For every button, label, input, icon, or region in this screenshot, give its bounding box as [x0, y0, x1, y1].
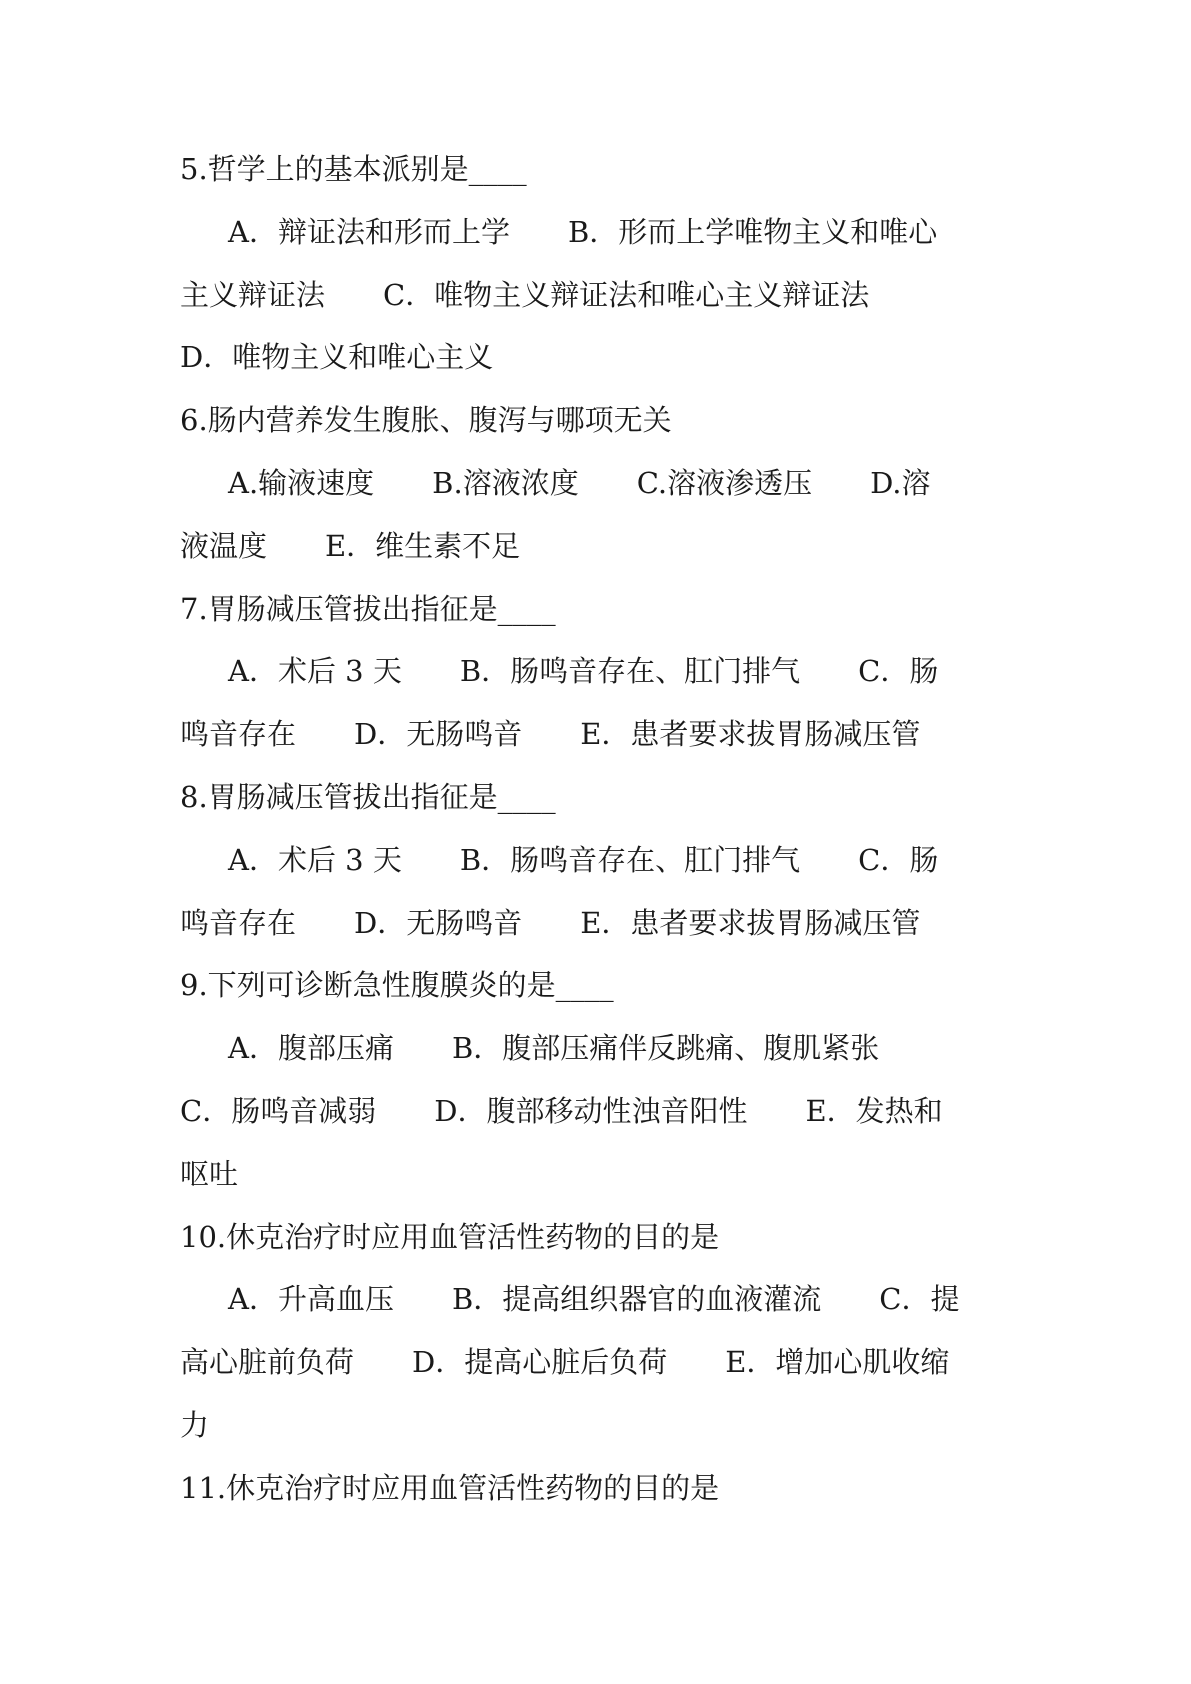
question-10-options-line-1: A．升高血压 B．提高组织器官的血液灌流 C．提 [228, 1282, 960, 1317]
question-8-stem: 8.胃肠减压管拔出指征是____ [180, 779, 556, 814]
question-9-stem: 9.下列可诊断急性腹膜炎的是____ [180, 968, 614, 1003]
question-8-options-line-2: 鸣音存在 D．无肠鸣音 E．患者要求拔胃肠减压管 [180, 905, 921, 940]
question-7-options-line-2: 鸣音存在 D．无肠鸣音 E．患者要求拔胃肠减压管 [180, 717, 921, 752]
question-11-stem: 11.休克治疗时应用血管活性药物的目的是 [180, 1470, 720, 1505]
question-10-options-line-2: 高心脏前负荷 D．提高心脏后负荷 E．增加心肌收缩 [180, 1345, 950, 1380]
question-10-options-line-3: 力 [180, 1407, 210, 1442]
question-5-options-line-2: 主义辩证法 C．唯物主义辩证法和唯心主义辩证法 [180, 277, 870, 312]
question-7-options-line-1: A．术后 3 天 B．肠鸣音存在、肛门排气 C．肠 [228, 654, 939, 689]
question-8-options-line-1: A．术后 3 天 B．肠鸣音存在、肛门排气 C．肠 [228, 842, 939, 877]
question-6-options-line-2: 液温度 E．维生素不足 [180, 528, 521, 563]
question-5-options-line-1: A．辩证法和形而上学 B．形而上学唯物主义和唯心 [228, 214, 938, 249]
question-5-stem: 5.哲学上的基本派别是____ [180, 152, 527, 186]
document-body [180, 138, 1020, 1520]
question-5-options-line-3: D．唯物主义和唯心主义 [180, 340, 494, 375]
question-10-stem: 10.休克治疗时应用血管活性药物的目的是 [180, 1219, 720, 1254]
question-6-stem: 6.肠内营养发生腹胀、腹泻与哪项无关 [180, 403, 672, 438]
question-9-options-line-3: 呕吐 [180, 1156, 239, 1191]
question-9-options-line-1: A．腹部压痛 B．腹部压痛伴反跳痛、腹肌紧张 [228, 1031, 880, 1066]
question-6-options-line-1: A.输液速度 B.溶液浓度 C.溶液渗透压 D.溶 [228, 465, 931, 500]
question-9-options-line-2: C．肠鸣音减弱 D．腹部移动性浊音阳性 E．发热和 [180, 1093, 943, 1128]
question-7-stem: 7.胃肠减压管拔出指征是____ [180, 591, 556, 626]
